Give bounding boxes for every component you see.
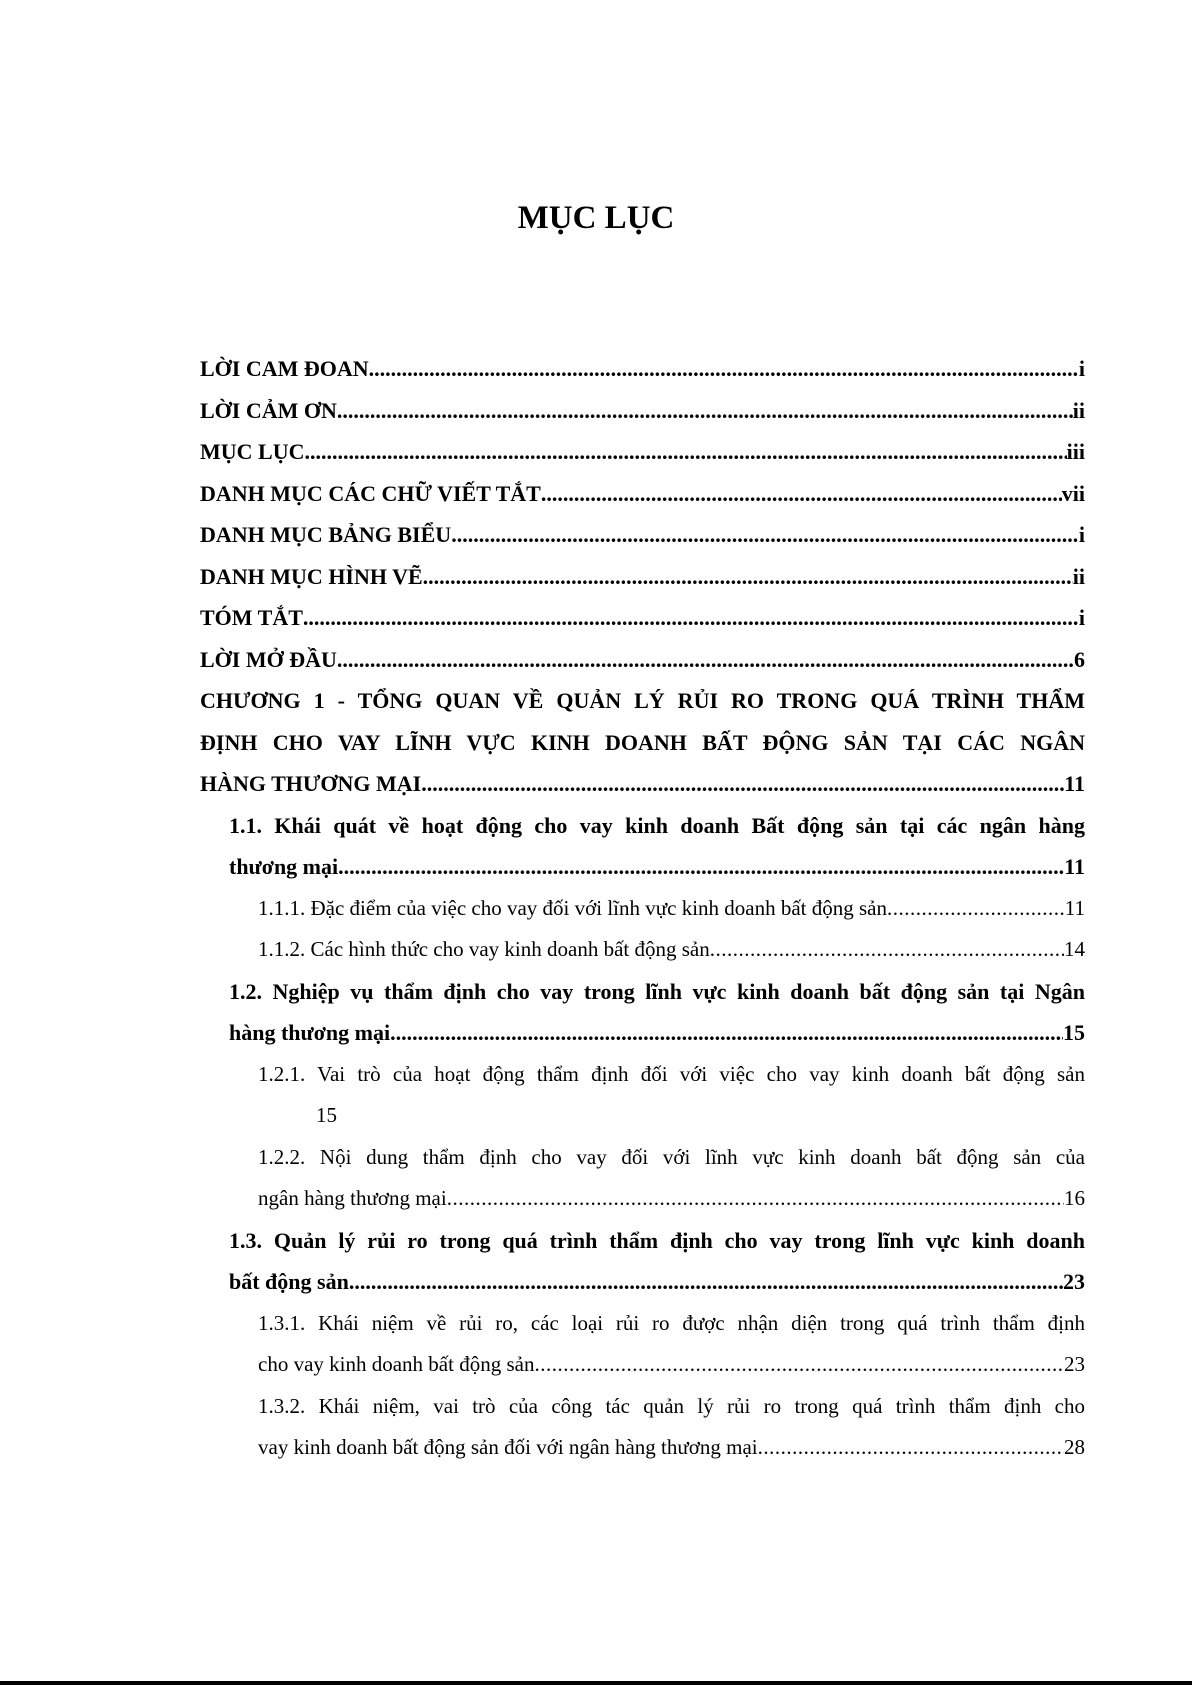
toc-leader-dots (758, 1427, 1064, 1469)
toc-entry-text-line: 1.3.2. Khái niệm, vai trò của công tác quản lý rủi ro trong quá trình thẩm định cho (258, 1393, 1085, 1418)
toc-leader-dots (338, 846, 1064, 888)
toc-leader-dots (423, 556, 1073, 598)
toc-page-number: i (1078, 356, 1085, 381)
toc-entry-section-1-2-1[interactable] (200, 1054, 1085, 1137)
toc-entry-summary[interactable] (200, 597, 1085, 639)
toc-page-number: 15 (1063, 1020, 1085, 1045)
toc-page-number: 23 (1064, 1352, 1085, 1376)
toc-entry-loi-cam-doan[interactable] (200, 348, 1085, 390)
page-title: MỤC LỤC (517, 200, 675, 236)
table-of-contents (200, 348, 1085, 1469)
toc-entry-text: LỜI CAM ĐOAN (200, 356, 369, 381)
toc-entry-text: LỜI CẢM ƠN (200, 397, 337, 423)
toc-page-number: iii (1066, 439, 1085, 464)
toc-entry-section-1-3-1[interactable] (200, 1303, 1085, 1386)
toc-entry-abbreviations[interactable] (200, 473, 1085, 515)
toc-entry-chapter-1[interactable] (200, 680, 1085, 805)
toc-entry-text: MỤC LỤC (200, 439, 305, 464)
toc-entry-text: 1.1.1. Đặc điểm của việc cho vay đối với lĩnh vực kinh doanh bất động sản (258, 895, 888, 920)
toc-leader-dots (349, 1261, 1063, 1303)
toc-entry-muc-luc[interactable] (200, 431, 1085, 473)
toc-leader-dots (303, 597, 1079, 639)
toc-entry-section-1-1-2[interactable] (200, 929, 1085, 971)
toc-entry-text-line: 1.2.2. Nội dung thẩm định cho vay đối với lĩnh vực kinh doanh bất động sản của (258, 1144, 1085, 1169)
toc-page-number: 11 (1064, 854, 1085, 879)
toc-entry-text-line: bất động sản (229, 1269, 349, 1294)
toc-page-number: i (1078, 522, 1085, 547)
page-bottom-edge (0, 1681, 1192, 1685)
toc-entry-text: 1.1.2. Các hình thức cho vay kinh doanh bất động sản (258, 937, 710, 961)
toc-page-number: ii (1072, 397, 1085, 423)
toc-leader-dots (305, 431, 1067, 473)
toc-page-number: ii (1072, 563, 1085, 589)
toc-entry-text: DANH MỤC CÁC CHỮ VIẾT TẮT (200, 480, 541, 506)
toc-entry-list-of-tables[interactable] (200, 514, 1085, 556)
toc-leader-dots (337, 390, 1073, 432)
toc-entry-text: LỜI MỞ ĐẦU (200, 646, 337, 672)
toc-leader-dots (369, 348, 1079, 390)
toc-entry-section-1-2-2[interactable] (200, 1137, 1085, 1220)
toc-entry-introduction[interactable] (200, 639, 1085, 681)
toc-entry-text-line: 1.2. Nghiệp vụ thẩm định cho vay trong lĩnh vực kinh doanh bất động sản tại Ngân (229, 978, 1085, 1004)
toc-page-number: 11 (1064, 895, 1085, 920)
toc-entry-list-of-figures[interactable] (200, 556, 1085, 598)
toc-entry-text-line: hàng thương mại (229, 1020, 391, 1045)
toc-entry-text: DANH MỤC BẢNG BIỂU (200, 522, 452, 547)
toc-leader-dots (534, 1344, 1064, 1386)
toc-page-number: 6 (1074, 646, 1085, 672)
toc-entry-section-1-1-1[interactable] (200, 888, 1085, 930)
toc-page-number: 28 (1064, 1435, 1085, 1459)
toc-page-number: 14 (1064, 937, 1085, 961)
toc-leader-dots (887, 888, 1065, 930)
toc-entry-text-line: thương mại (229, 854, 339, 879)
toc-page-number: 11 (1064, 771, 1085, 796)
toc-entry-text-line: vay kinh doanh bất động sản đối với ngân hàng thương mại (258, 1435, 758, 1459)
toc-entry-text-line: 1.2.1. Vai trò của hoạt động thẩm định đối với việc cho vay kinh doanh bất động sản (258, 1061, 1085, 1086)
toc-leader-dots (337, 639, 1074, 681)
toc-page-number: 16 (1064, 1186, 1085, 1210)
toc-entry-text: DANH MỤC HÌNH VẼ (200, 563, 423, 589)
toc-entry-text-line: 1.3. Quản lý rủi ro trong quá trình thẩm định cho vay trong lĩnh vực kinh doanh (229, 1227, 1085, 1253)
toc-entry-text-line: ĐỊNH CHO VAY LĨNH VỰC KINH DOANH BẤT ĐỘNG SẢN TẠI CÁC NGÂN (200, 729, 1085, 755)
toc-entry-text-line: HÀNG THƯƠNG MẠI (200, 771, 422, 796)
toc-leader-dots (710, 929, 1064, 971)
toc-entry-loi-cam-on[interactable] (200, 390, 1085, 432)
toc-page-number: i (1078, 605, 1085, 630)
toc-entry-text-line: CHƯƠNG 1 - TỔNG QUAN VỀ QUẢN LÝ RỦI RO TRONG QUÁ TRÌNH THẨM (200, 688, 1085, 713)
toc-leader-dots (451, 514, 1079, 556)
toc-entry-text-line: 1.3.1. Khái niệm về rủi ro, các loại rủi ro được nhận diện trong quá trình thẩm định (258, 1310, 1085, 1335)
toc-entry-text-line: ngân hàng thương mại (258, 1186, 447, 1210)
toc-entry-section-1-3[interactable] (200, 1220, 1085, 1303)
toc-entry-section-1-3-2[interactable] (200, 1386, 1085, 1469)
toc-page-number: 23 (1063, 1269, 1085, 1294)
toc-entry-section-1-2[interactable] (200, 971, 1085, 1054)
toc-leader-dots (390, 1012, 1063, 1054)
toc-leader-dots (447, 1178, 1064, 1220)
toc-entry-text-line: cho vay kinh doanh bất động sản (258, 1352, 535, 1376)
toc-leader-dots (541, 473, 1062, 515)
toc-page-number: vii (1061, 480, 1085, 506)
toc-entry-text: TÓM TẮT (200, 605, 303, 630)
toc-page-number: 15 (316, 1103, 337, 1127)
toc-leader-dots (421, 763, 1064, 805)
toc-entry-text-line: 1.1. Khái quát về hoạt động cho vay kinh doanh Bất động sản tại các ngân hàng (229, 812, 1085, 838)
toc-entry-section-1-1[interactable] (200, 805, 1085, 888)
